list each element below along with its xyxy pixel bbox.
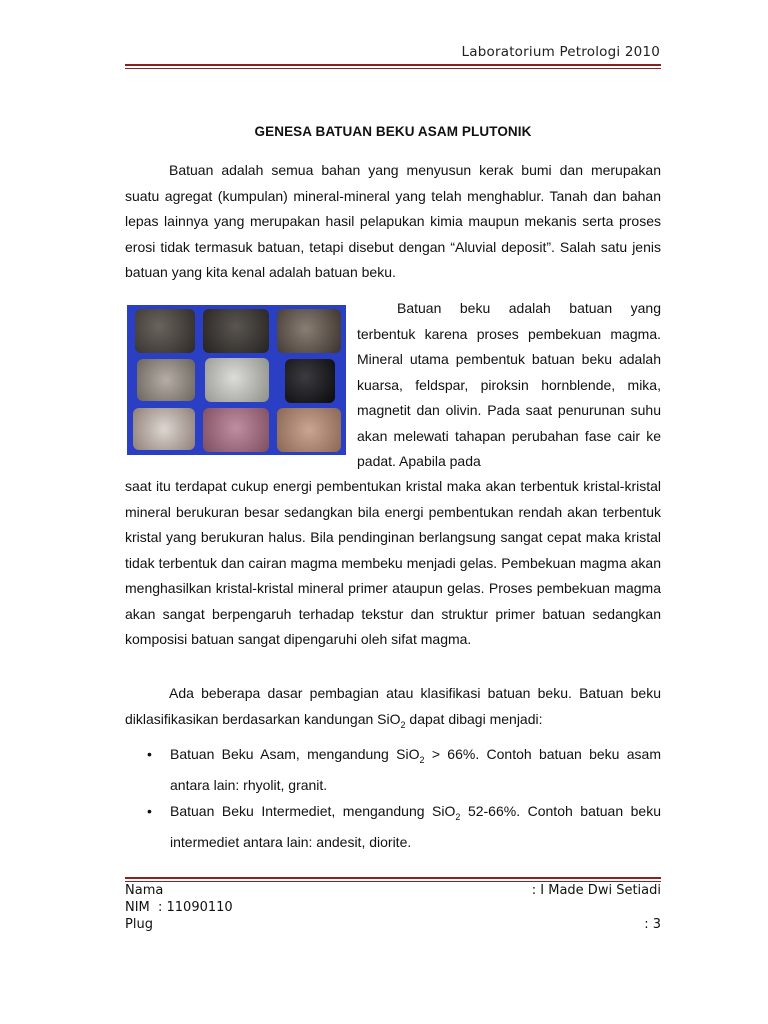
rock-specimen — [277, 309, 341, 353]
rock-specimen — [203, 309, 269, 353]
footer-rule — [125, 877, 661, 882]
rock-specimen — [205, 358, 269, 402]
rock-specimen — [203, 408, 269, 452]
rock-specimens-image — [127, 305, 346, 455]
rock-specimen — [285, 359, 335, 403]
list-item: • Batuan Beku Intermediet, mengandung SiO$_2$ 52-66%. Contoh batuan beku intermediet antara lain: andesit, diorite. — [147, 802, 662, 851]
footer-plug-value: : 3 — [644, 917, 661, 932]
footer-nim-value: : 11090110 — [158, 900, 233, 915]
rock-specimen — [137, 359, 195, 401]
paragraph-batuan-beku-rest: saat itu terdapat cukup energi pembentukan kristal maka akan terbentuk kristal-kristal mineral berukuran besar sedangkan bila energi pembentukan rendah akan terbentuk kristal yang berukuran halus. Bila pendinginan berlangsung sangat cepat maka kristal tidak terbentuk dan cairan magma membeku menjadi gelas. Pembekuan magma akan menghasilkan kristal-kristal mineral primer ataupun gelas. Proses pembekuan magma akan sangat berpengaruh terhadap tekstur dan struktur primer batuan sedangkan komposisi batuan sangat dipengaruhi oleh sifat magma. — [125, 478, 661, 647]
footer-plug-label: Plug — [125, 917, 153, 932]
rock-specimen — [135, 309, 195, 353]
paragraph-intro: Batuan adalah semua bahan yang menyusun kerak bumi dan merupakan suatu agregat (kumpulan) mineral-mineral yang telah menghablur. Tanah dan bahan lepas lainnya yang merupakan hasil pelapukan kimia maupun mekanis serta proses erosi tidak termasuk batuan, tetapi disebut dengan “Aluvial deposit”. Salah satu jenis batuan yang kita kenal adalah batuan beku. — [125, 162, 661, 280]
header-title: Laboratorium Petrologi 2010 — [461, 44, 660, 60]
rock-specimen — [277, 408, 341, 452]
footer — [125, 883, 661, 934]
paragraph-batuan-beku-float: Batuan beku adalah batuan yang terbentuk karena proses pembekuan magma. Mineral utama pembentuk batuan beku adalah kuarsa, feldspar, piroksin hornblende, mika, magnetit dan olivin. Pada saat penurunan suhu akan melewati tahapan perubahan fase cair ke padat. Apabila pada — [357, 300, 661, 469]
paragraph-klasifikasi: Ada beberapa dasar pembagian atau klasifikasi batuan beku. Batuan beku diklasifikasikan berdasarkan kandungan SiO$_2$ dapat dibagi menjadi: — [125, 685, 661, 730]
header-rule — [125, 64, 661, 69]
footer-nim-label: NIM — [125, 900, 150, 915]
list-item: • Batuan Beku Asam, mengandung SiO$_2$ > 66%. Contoh batuan beku asam antara lain: rhyolit, granit. — [147, 746, 662, 794]
classification-list — [125, 742, 661, 856]
footer-nama-label: Nama — [125, 883, 164, 898]
footer-nama-value: : I Made Dwi Setiadi — [531, 883, 661, 898]
document-title: GENESA BATUAN BEKU ASAM PLUTONIK — [254, 124, 532, 139]
rock-specimen — [133, 408, 195, 450]
